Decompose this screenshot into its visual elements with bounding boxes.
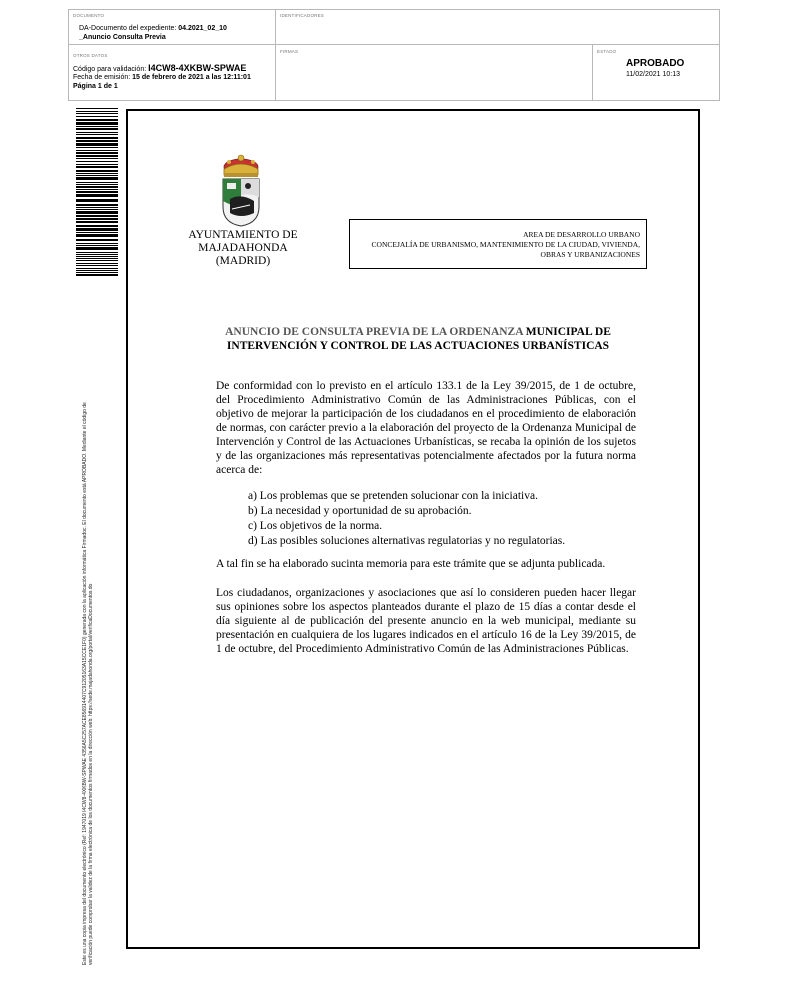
page-title: ANUNCIO DE CONSULTA PREVIA DE LA ORDENANZA MUNICIPAL DE INTERVENCIÓN Y CONTROL DE LAS ACTUACIONES URBANÍSTICAS — [225, 326, 611, 352]
identificadores-caption: IDENTIFICADORES — [280, 13, 325, 18]
estado-value: APROBADO — [626, 58, 685, 69]
documento-cell — [69, 10, 276, 45]
otros-datos-cell — [69, 45, 276, 101]
coat-of-arms-image — [218, 153, 264, 227]
codigo-validacion: Código para validación: I4CW8-4XKBW-SPWAE — [73, 63, 247, 73]
crown-icon — [224, 155, 258, 177]
ayuntamiento-name: AYUNTAMIENTO DE MAJADAHONDA (MADRID) — [188, 229, 298, 267]
estado-caption: ESTADO — [597, 49, 617, 54]
identificadores-cell — [276, 10, 720, 45]
fecha-emision: Fecha de emisión: 15 de febrero de 2021 a las 12:11:01 — [73, 74, 251, 81]
documento-line1: DA-Documento del expediente: 04.2021_02_10 — [79, 25, 227, 32]
list-item: c) Los objetivos de la norma. — [248, 520, 383, 532]
documento-line2: _Anuncio Consulta Previa — [79, 34, 166, 41]
list — [248, 489, 565, 549]
side-line-1: Este es una copia impresa del documento electrónico (Ref: 1947019 I4CW8-4XKBW-SPWAE 4356A5C257ACE856914407C91205163A15CCE1F0) generada con la aplicación informática Firmadoc. El documento está APROBADO. Mediante el código de — [82, 402, 88, 965]
pagina-info: Página 1 de 1 — [73, 83, 118, 90]
area-box: AREA DE DESARROLLO URBANO CONCEJALÍA DE URBANISMO, MANTENIMIENTO DE LA CIUDAD, VIVIENDA, OBRAS Y URBANIZACIONES — [349, 219, 647, 269]
list-item: a) Los problemas que se pretenden solucionar con la iniciativa. — [248, 490, 538, 502]
estado-cell — [593, 45, 720, 101]
shield-icon — [223, 179, 259, 226]
paragraph-1: De conformidad con lo previsto en el artículo 133.1 de la Ley 39/2015, de 1 de octubre, del Procedimiento Administrativo Común de las Administraciones Públicas, con el objetivo de mejorar la participación de los ciudadanos en el procedimiento de elaboración de normas, con carácter previo a la elaboración del proyecto de la Ordenanza Municipal de Intervención y Control de las Actuaciones Urbanísticas, se recaba la opinión de los sujetos y de las organizaciones más representativas potencialmente afectados por la futura norma acerca de: — [216, 380, 636, 476]
estado-date: 11/02/2021 10:13 — [626, 71, 680, 78]
side-line-2: verificación puede comprobar la validez de la firma electrónica de los documentos firmados en la dirección web: https://sede.majadahonda.org/portal/verificaDocumentos.do — [88, 583, 94, 965]
paragraph-2: A tal fin se ha elaborado sucinta memoria para este trámite que se adjunta publicada. — [216, 558, 606, 570]
list-item: d) Las posibles soluciones alternativas regulatorias y no regulatorias. — [248, 535, 566, 547]
document-page — [126, 109, 700, 949]
firmas-cell — [276, 45, 593, 101]
firmas-caption: FIRMAS — [280, 49, 299, 54]
side-verification-text — [82, 285, 94, 965]
barcode-image — [76, 108, 118, 276]
otros-datos-caption: OTROS DATOS — [73, 53, 108, 58]
list-item: b) La necesidad y oportunidad de su aprobación. — [248, 505, 472, 517]
paragraph-3: Los ciudadanos, organizaciones y asociaciones que así lo consideren pueden hacer llegar sus opiniones sobre los aspectos planteados durante el plazo de 15 días a contar desde el día siguiente al de publicación del presente anuncio en la web municipal, mediante su presentación en cualquiera de los lugares indicados en el artículo 16 de la Ley 39/2015, de 1 de octubre, del Procedimiento Administrativo Común de las Administraciones Públicas. — [216, 587, 636, 655]
document-header — [68, 9, 720, 101]
documento-caption: DOCUMENTO — [73, 13, 105, 18]
